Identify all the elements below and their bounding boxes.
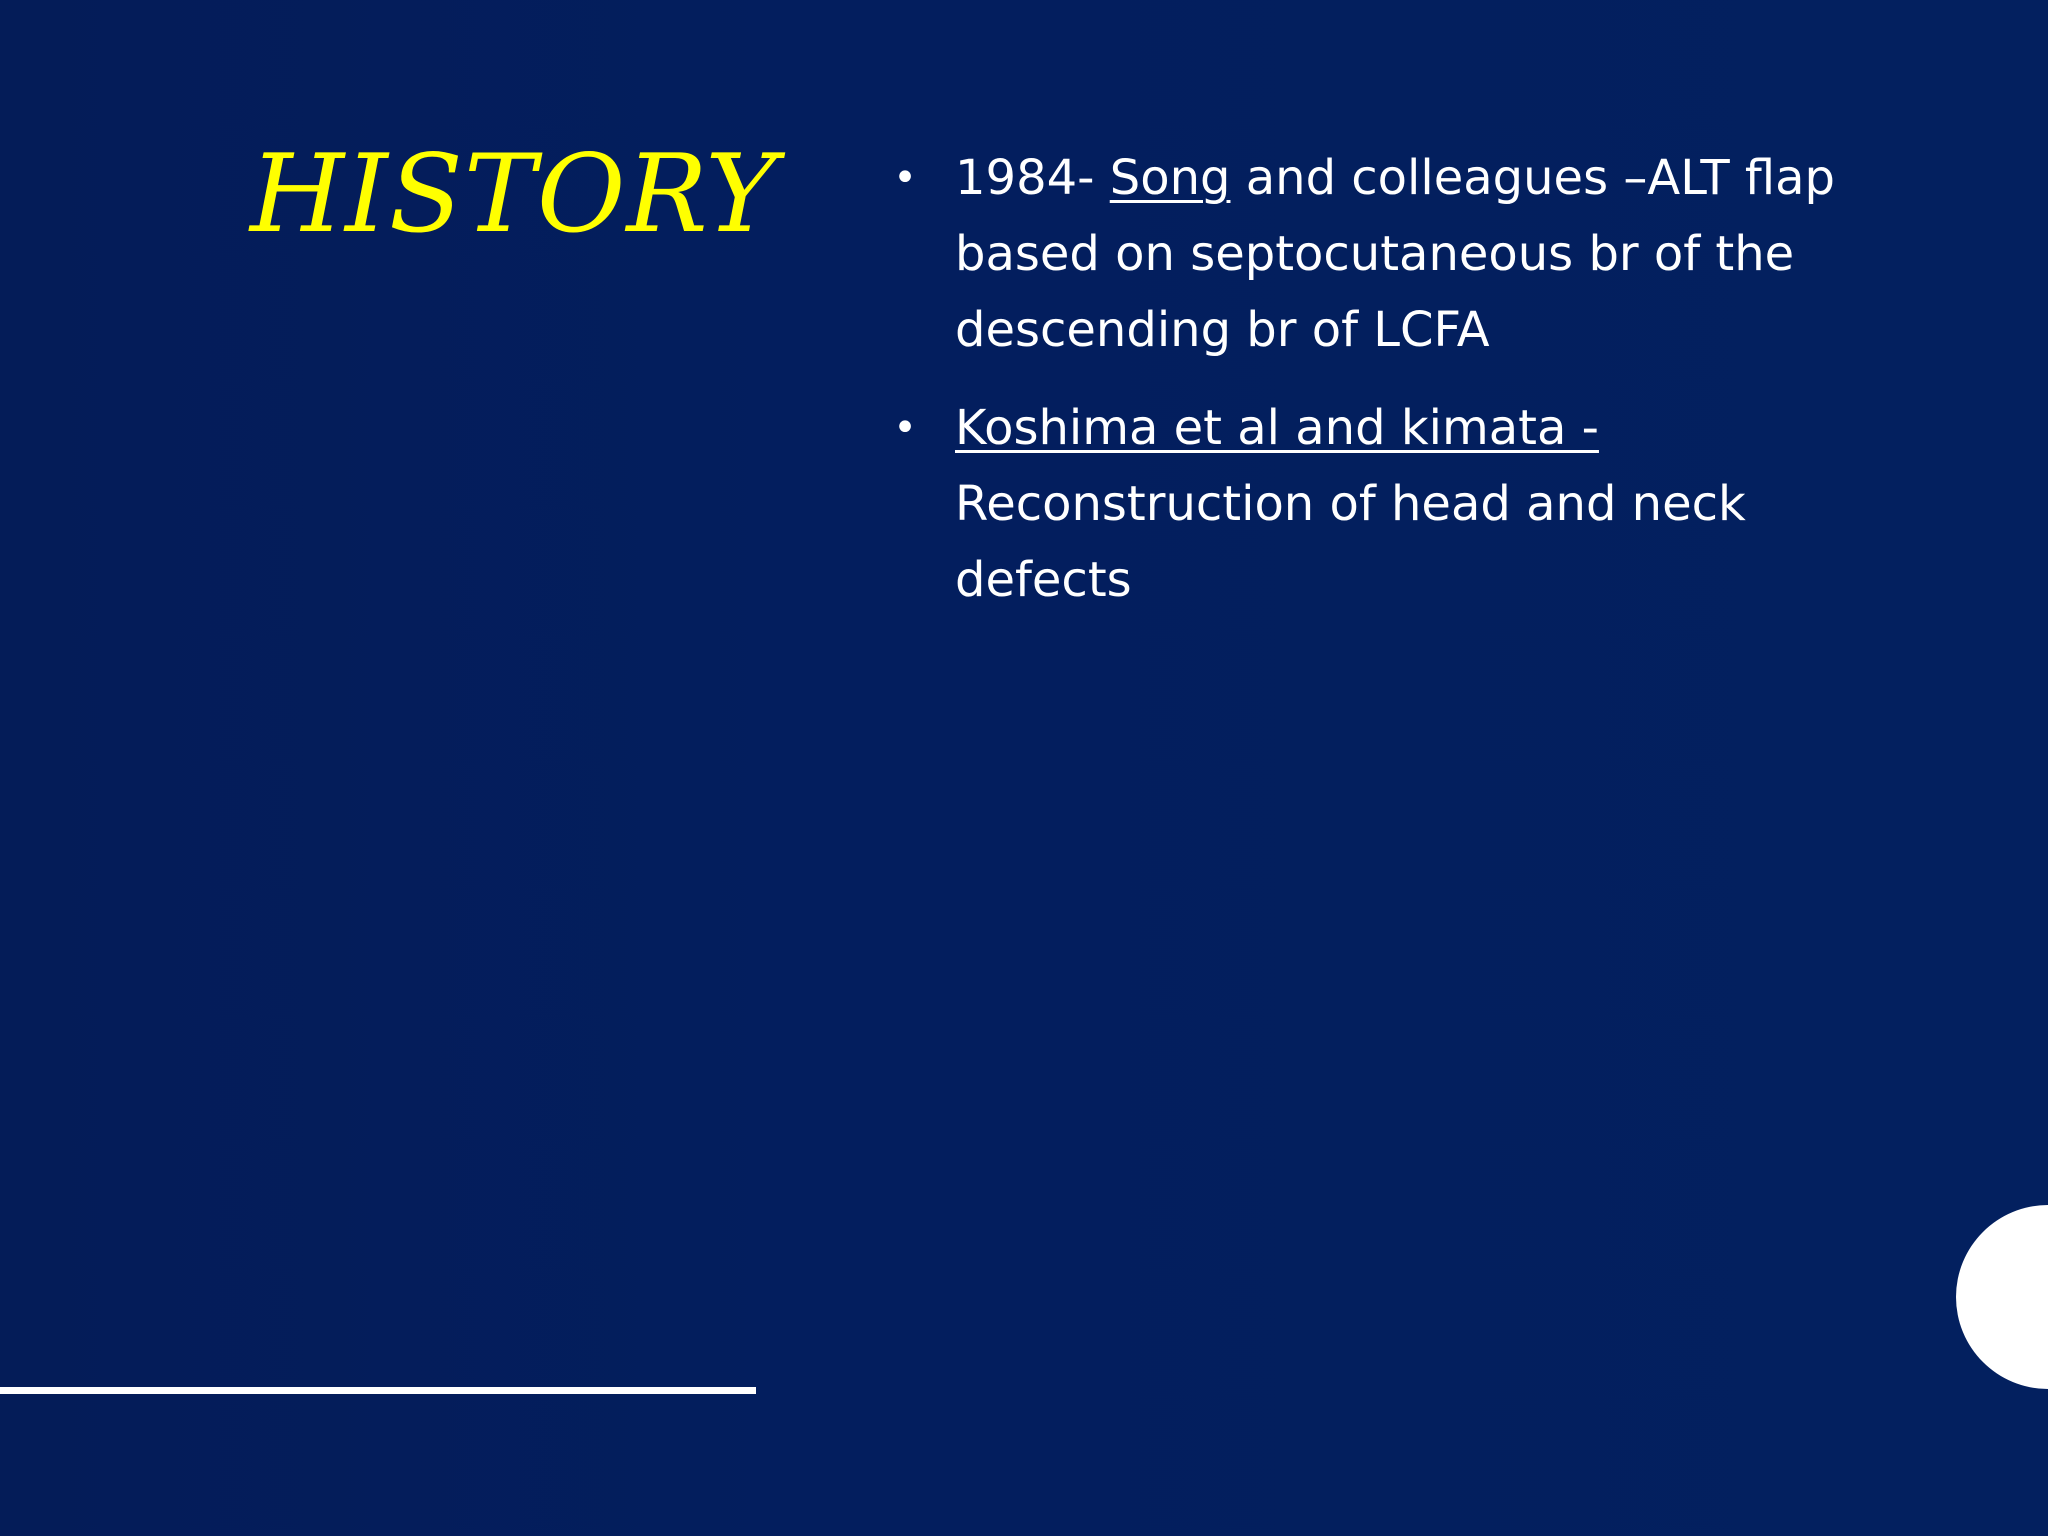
bullet-dot-icon: • (893, 155, 917, 201)
slide-title: HISTORY (250, 132, 778, 257)
bullet-rest-text: Reconstruction of head and neck defects (955, 476, 1746, 608)
bullet-rest-text: and colleagues –ALT flap based on septocutaneous br of the descending br of LCFA (955, 150, 1836, 358)
decorative-rule (0, 1387, 756, 1394)
underlined-author: Song (1109, 150, 1231, 206)
underlined-author: Koshima et al and kimata - (955, 400, 1599, 456)
bullet-item-song (890, 140, 1890, 368)
decorative-circle (1956, 1205, 2048, 1389)
bullet-list (890, 140, 1890, 640)
bullet-item-koshima (890, 390, 1890, 618)
bullet-lead-text: 1984- (955, 150, 1110, 206)
bullet-dot-icon: • (893, 405, 917, 451)
